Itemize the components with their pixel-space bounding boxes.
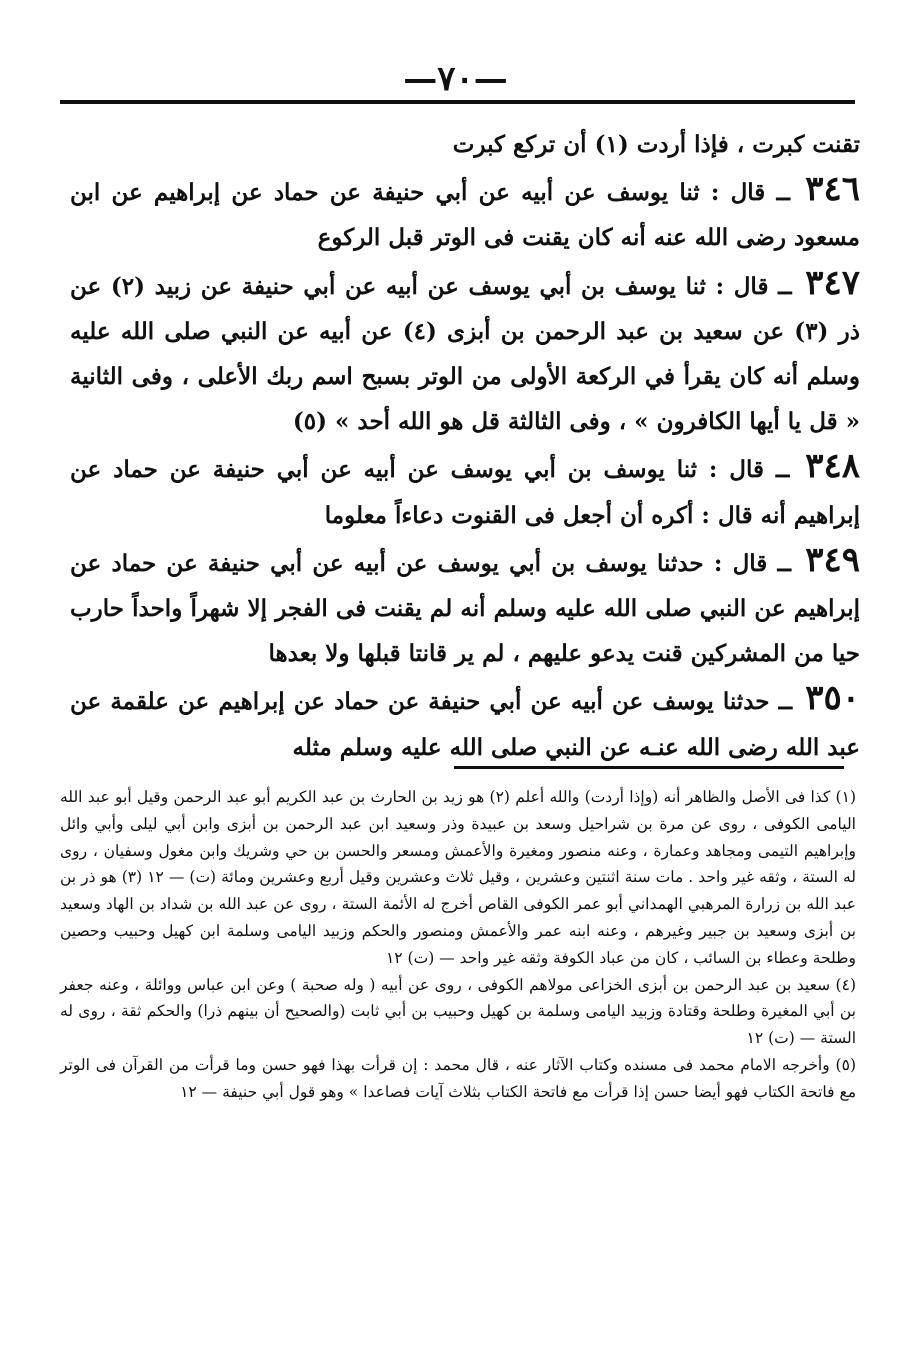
footnote-1-3: (١) كذا فى الأصل والظاهر أنه (وإذا أردت) والله أعلم (٢) هو زيد بن الحارث بن عبد الكريم أبو عبد الرحمن وقيل أبو عبد الله اليامى الكوفى ، روى عن مرة بن شراحيل وسعد بن عبيدة وذر وسعيد ابن عبد الرحمن بن أبزى وابن أبي ليلى وأبي وائل وإبراهيم التيمى ومجاهد وعمارة ، وعنه منصور ومغيرة والأعمش ومسعر والحسن بن حي وشريك وابن مغول وسفيان ، روى له الستة ، وثقه غير واحد . مات سنة اثنتين وعشرين ، وقيل ثلاث وعشرين وقيل أربع وعشرين ومائة (ت) — ١٢ (٣) هو ذر بن عبد الله بن زرارة المرهبي الهمداني أبو عمر الكوفى القاص أخرج له الأئمة الستة ، روى عن عبد الله بن شداد بن الهاد وسعيد بن أبزى وسعيد بن جبير وغيرهم ، وعنه ابنه عمر والأعمش ومنصور والحكم وزبيد اليامى وسلمة ابن كهيل وحبيب وحصين وطلحة وعطاء بن السائب ، كان من عباد الكوفة وثقه غير واحد — (ت) ١٢ (60, 788, 857, 967)
hadith-text: ــ حدثنا يوسف عن أبيه عن أبي حنيفة عن حماد عن إبراهيم عن علقمة عن عبد الله رضى الله عنـه عن النبي صلى الله عليه وسلم مثله (70, 688, 860, 761)
hadith-number: ٣٤٩ (805, 539, 860, 580)
footnote-4: (٤) سعيد بن عبد الرحمن بن أبزى الخزاعى مولاهم الكوفى ، روى عن أبيه ( وله صحبة ) وعن ابن عباس ووائلة ، وعنه جعفر بن أبي المغيرة وطلحة وقتادة وزبيد اليامى وسلمة بن كهيل وحبيب بن أبي ثابت (والصحيح أن بينهم ذرا) والحكم ثقة ، روى له الستة — (ت) ١٢ (60, 975, 856, 1048)
hadith-350 (70, 676, 860, 769)
hadith-text: ــ قال : حدثنا يوسف بن أبي يوسف عن أبيه عن أبي حنيفة عن حماد عن إبراهيم عن النبي صلى الله عليه وسلم أنه لم يقنت فى الفجر إلا شهراً واحداً حارب حيا من المشركين قنت يدعو عليهم ، لم ير قانتا قبلها ولا بعدها (70, 549, 860, 668)
hadith-text: ــ قال : ثنا يوسف بن أبي يوسف عن أبيه عن أبي حنيفة عن زبيد (٢) عن ذر (٣) عن سعيد بن عبد الرحمن بن أبزى (٤) عن أبيه عن النبي صلى الله عليه وسلم أنه كان يقرأ في الركعة الأولى من الوتر بسبح اسم ربك الأعلى ، وفى الثانية « قل يا أيها الكافرون » ، وفى الثالثة قل هو الله أحد » (٥) (70, 272, 860, 436)
header-rule (60, 100, 855, 104)
footnote-separator (454, 766, 844, 769)
footnotes (60, 784, 856, 1106)
main-text (70, 122, 860, 770)
intro-line: تقنت كبرت ، فإذا أردت (١) أن تركع كبرت (452, 131, 860, 158)
hadith-number: ٣٥٠ (805, 678, 860, 719)
hadith-number: ٣٤٧ (805, 262, 860, 303)
hadith-346 (70, 167, 860, 260)
footnote-5: (٥) وأخرجه الامام محمد فى مسنده وكتاب الآثار عنه ، قال محمد : إن قرأت بهذا فهو حسن وما قرأت من القرآن فى الوتر مع فاتحة الكتاب فهو أيضا حسن إذا قرأت مع فاتحة الكتاب بثلاث آيات فصاعدا » وهو قول أبي حنيفة — ١٢ (60, 1055, 856, 1101)
hadith-347 (70, 261, 860, 445)
hadith-number: ٣٤٨ (805, 446, 860, 487)
page-number: —٧٠— (403, 59, 508, 99)
hadith-348 (70, 444, 860, 537)
hadith-text: ــ قال : ثنا يوسف بن أبي يوسف عن أبيه عن أبي حنيفة عن حماد عن إبراهيم أنه قال : أكره أن أجعل فى القنوت دعاءاً معلوما (70, 456, 860, 529)
hadith-text: ــ قال : ثنا يوسف عن أبيه عن أبي حنيفة عن حماد عن إبراهيم عن ابن مسعود رضى الله عنه أنه كان يقنت فى الوتر قبل الركوع (70, 179, 860, 252)
hadith-349 (70, 538, 860, 677)
hadith-number: ٣٤٦ (805, 169, 860, 210)
